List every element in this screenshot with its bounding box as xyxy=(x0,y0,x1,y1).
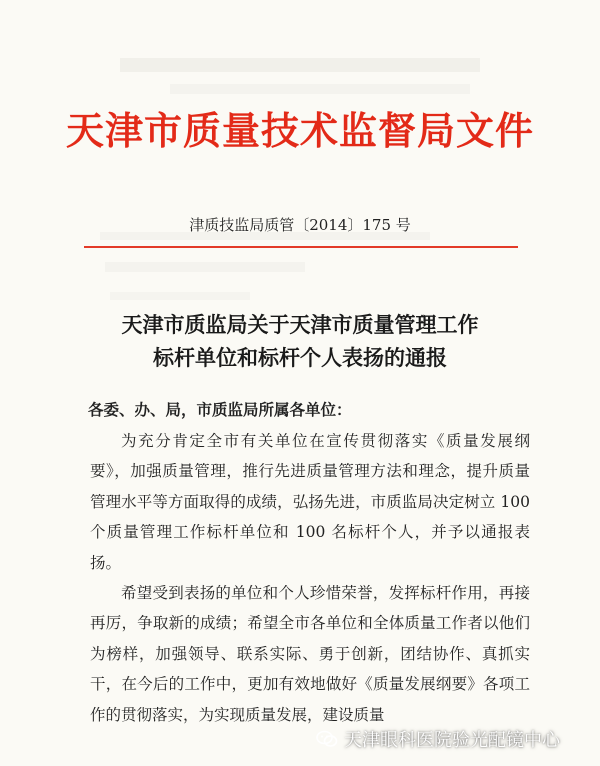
salutation: 各委、办、局，市质监局所属各单位： xyxy=(88,400,352,419)
notice-title xyxy=(0,308,600,374)
body-paragraph-1: 为充分肯定全市有关单位在宣传贯彻落实《质量发展纲要》，加强质量管理，推行先进质量管理方法和理念，提升质量管理水平等方面取得的成绩，弘扬先进，市质监局决定树立 100 个质量管理工作标杆单位和 100 名标杆个人，并予以通报表扬。 xyxy=(90,432,530,572)
document-number: 津质技监局质管〔2014〕175 号 xyxy=(189,216,411,234)
account-watermark xyxy=(316,726,560,752)
watermark-text: 天津眼科医院验光配镜中心 xyxy=(344,730,560,751)
issuing-authority-title: 天津市质量技术监督局文件 xyxy=(65,108,534,153)
red-divider-line xyxy=(84,246,518,248)
notice-title-line-1: 天津市质监局关于天津市质量管理工作 xyxy=(121,312,479,337)
notice-title-line-2: 标杆单位和标杆个人表扬的通报 xyxy=(153,345,447,370)
wechat-icon xyxy=(316,730,338,748)
body-paragraph-2: 希望受到表扬的单位和个人珍惜荣誉，发挥标杆作用，再接再厉，争取新的成绩；希望全市各单位和全体质量工作者以他们为榜样，加强领导、联系实际、勇于创新，团结协作、真抓实干，在今后的工作中，更加有效地做好《质量发展纲要》各项工作的贯彻落实，为实现质量发展，建设质量 xyxy=(90,584,530,724)
